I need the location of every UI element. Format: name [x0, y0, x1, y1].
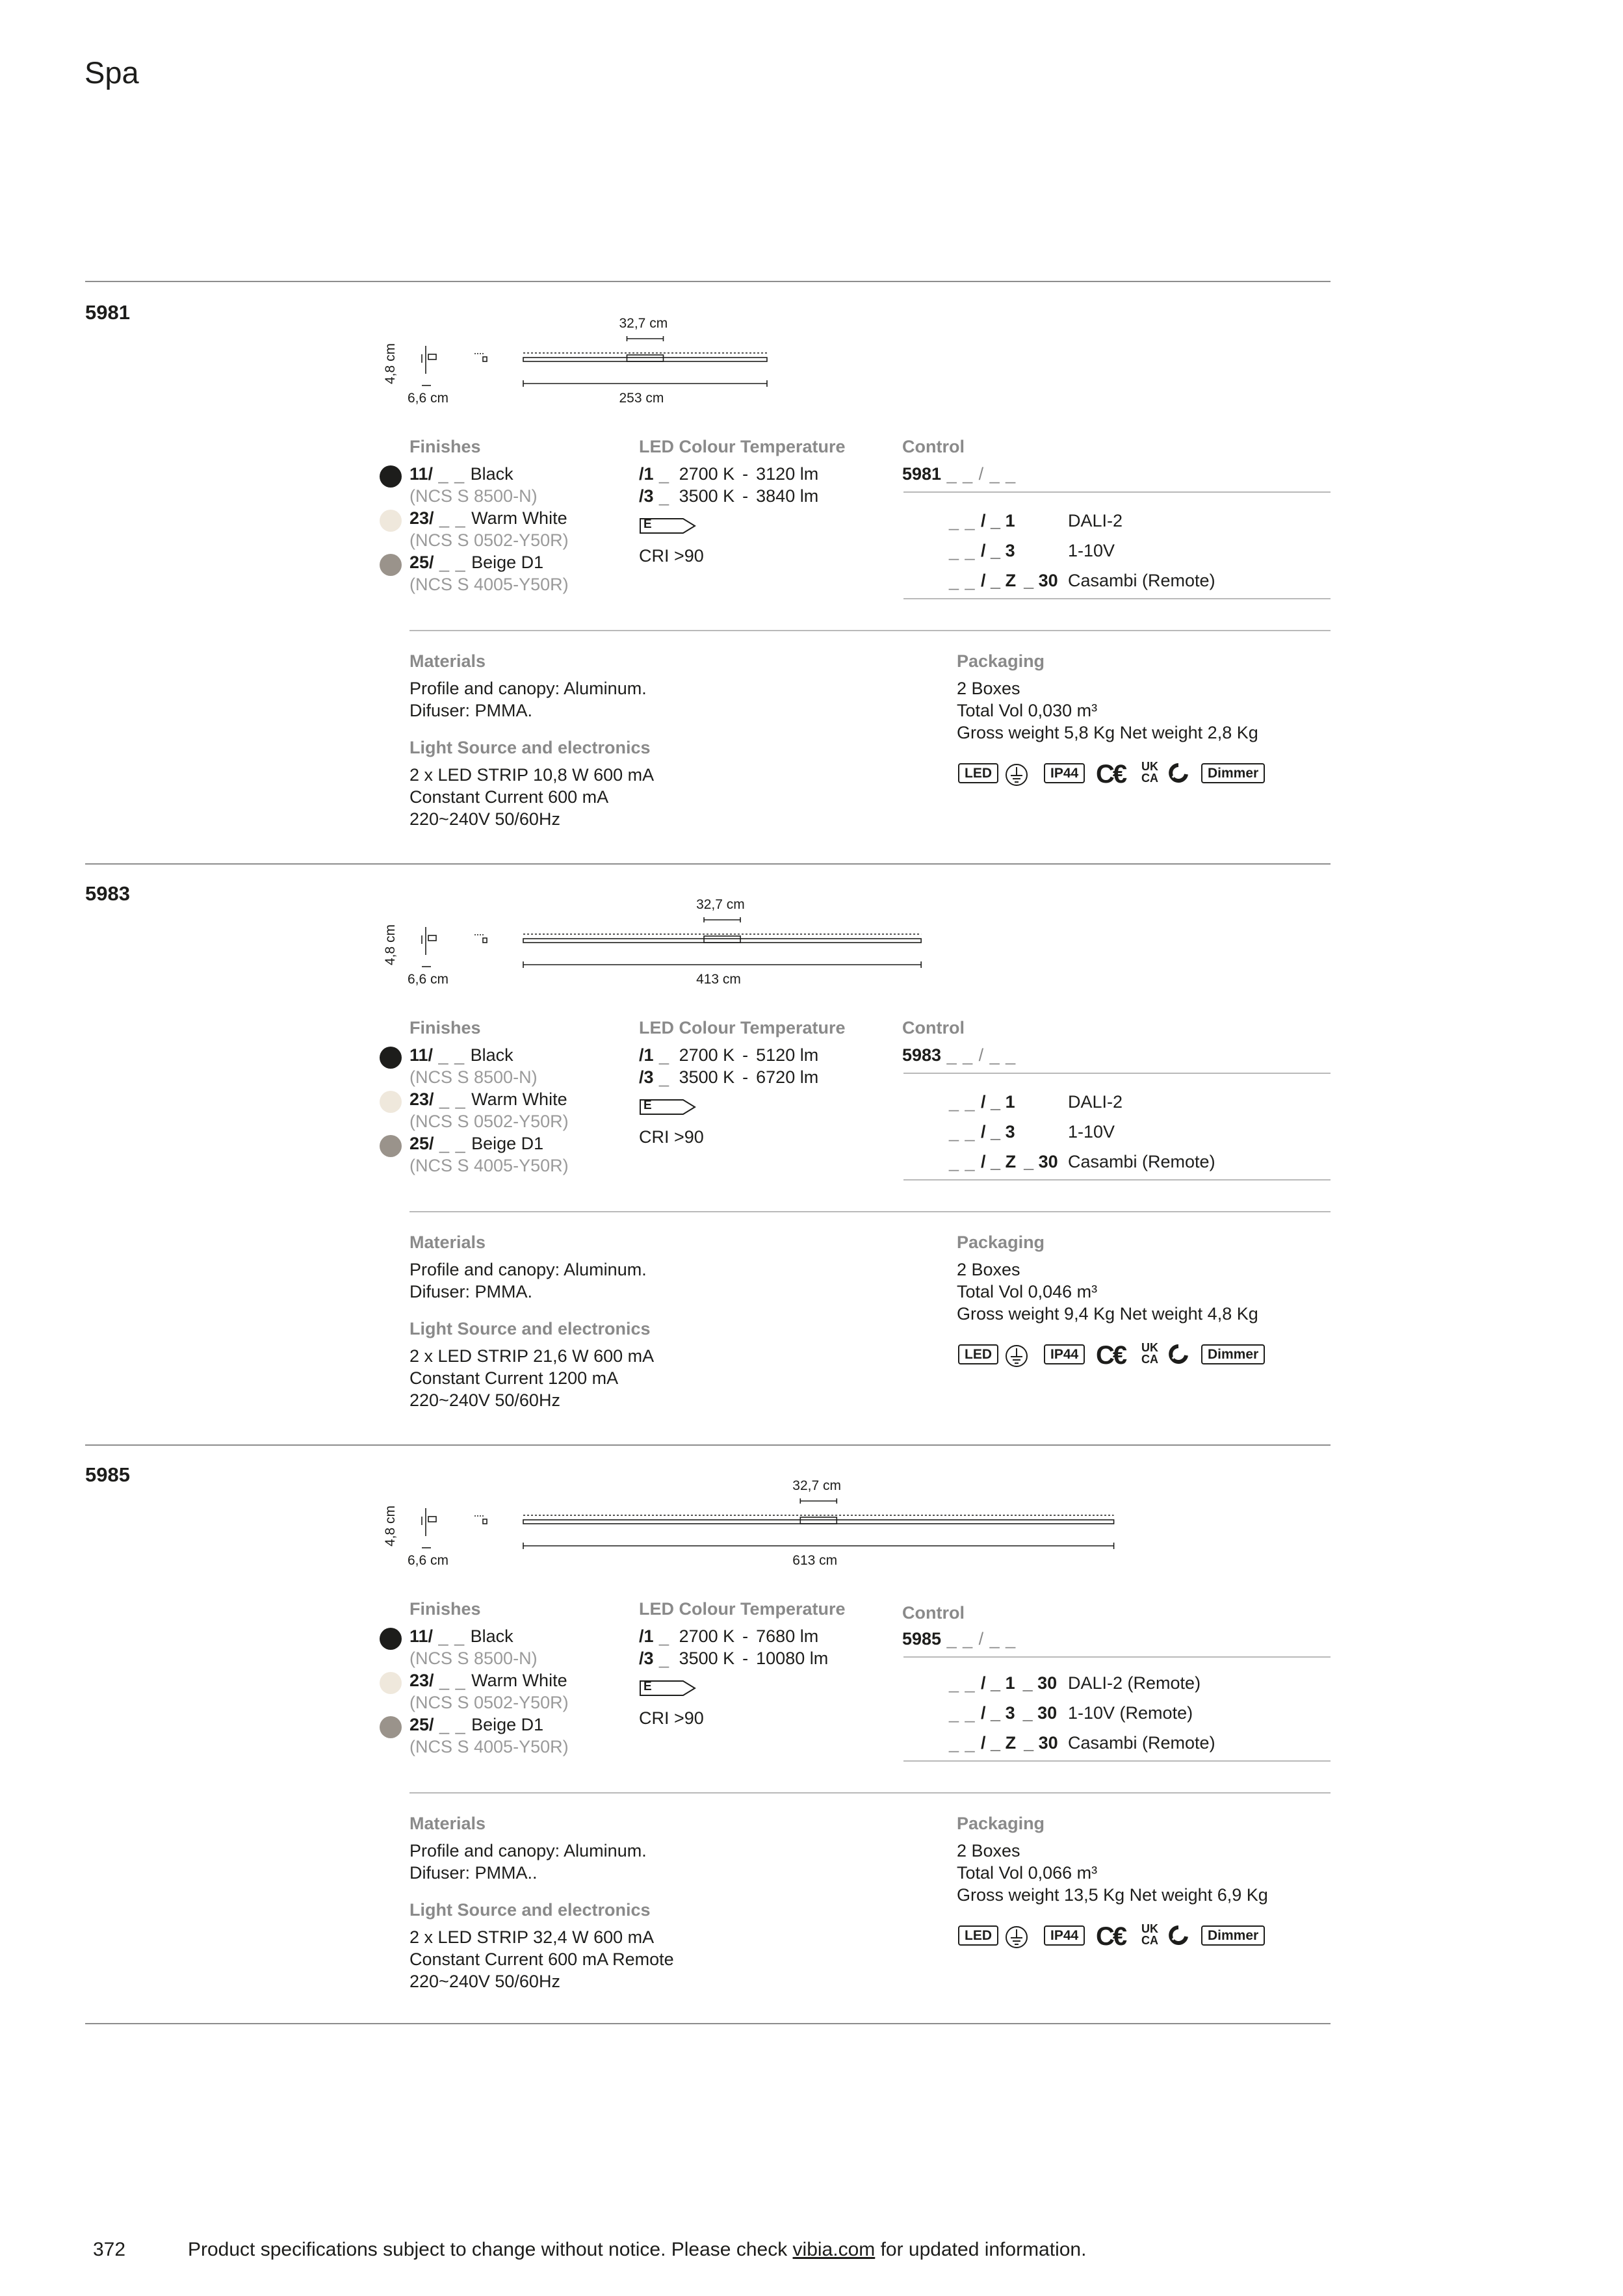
recycle-mark-icon-5985 [1169, 1925, 1188, 1946]
control-protocol-5985: 1-10V (Remote) [1068, 1703, 1193, 1723]
packaging-line-5981: 2 Boxes [957, 679, 1020, 698]
materials-line-5981: Difuser: PMMA. [409, 701, 533, 720]
width-dimension-label-5985: 6,6 cm [408, 1553, 449, 1568]
dimension-drawing-5983 [377, 906, 1196, 978]
light-source-line-5983: Constant Current 1200 mA [409, 1368, 619, 1388]
finishes-heading-5983: Finishes [409, 1018, 481, 1037]
colour-temperature-option-5981: /3 _ 3500 K - 3840 lm [639, 486, 819, 506]
finish-option-5981: 25/ _ _ Beige D1 [409, 553, 544, 572]
control-protocol-5985: DALI-2 (Remote) [1068, 1673, 1201, 1693]
finish-swatch-5985 [380, 1716, 402, 1738]
ce-mark-icon-5983: C€ [1096, 1341, 1126, 1370]
finish-ncs-code-5985: (NCS S 8500-N) [409, 1649, 538, 1668]
dimmer-badge-5985: Dimmer [1201, 1925, 1265, 1946]
dimension-drawing-5985 [377, 1487, 1196, 1559]
materials-line-5983: Difuser: PMMA. [409, 1282, 533, 1301]
packaging-line-5981: Total Vol 0,030 m³ [957, 701, 1098, 720]
finish-option-5983: 23/ _ _ Warm White [409, 1089, 567, 1109]
colour-temperature-option-5983: /3 _ 3500 K - 6720 lm [639, 1067, 819, 1087]
packaging-line-5985: 2 Boxes [957, 1841, 1020, 1860]
product-code-5983: 5983 [85, 882, 130, 905]
length-dimension-label-5985: 613 cm [792, 1553, 838, 1568]
length-dimension-label-5981: 253 cm [619, 391, 664, 406]
height-dimension-label-5983: 4,8 cm [383, 924, 398, 965]
control-option-5983: _ _ / _ Z _ 30 [949, 1152, 1058, 1171]
led-badge-5981: LED [958, 763, 998, 783]
finish-ncs-code-5983: (NCS S 8500-N) [409, 1067, 538, 1087]
led-badge-5985: LED [958, 1925, 998, 1946]
width-dimension-label-5983: 6,6 cm [408, 972, 449, 987]
finish-option-5983: 25/ _ _ Beige D1 [409, 1134, 544, 1153]
finish-ncs-code-5981: (NCS S 0502-Y50R) [409, 530, 569, 550]
finish-option-5983: 11/ _ _ Black [409, 1045, 513, 1065]
ukca-mark-icon-5985: UK CA [1141, 1922, 1158, 1947]
cri-value-5981: CRI >90 [639, 546, 704, 566]
finish-swatch-5981 [380, 465, 402, 488]
energy-label-icon-5985: E [639, 1680, 695, 1697]
packaging-heading-5983: Packaging [957, 1233, 1045, 1252]
footer-notice: Product specifications subject to change without notice. Please check vibia.com for updated information. [188, 2239, 1087, 2260]
materials-line-5981: Profile and canopy: Aluminum. [409, 679, 647, 698]
finish-ncs-code-5985: (NCS S 4005-Y50R) [409, 1737, 569, 1756]
canopy-dimension-label-5985: 32,7 cm [792, 1478, 841, 1493]
packaging-line-5983: Gross weight 9,4 Kg Net weight 4,8 Kg [957, 1304, 1258, 1324]
materials-heading-5981: Materials [409, 651, 486, 671]
finish-swatch-5983 [380, 1091, 402, 1113]
finish-ncs-code-5983: (NCS S 0502-Y50R) [409, 1112, 569, 1131]
finish-swatch-5985 [380, 1628, 402, 1650]
light-source-line-5981: 2 x LED STRIP 10,8 W 600 mA [409, 765, 655, 785]
certification-badges-5985 [958, 1922, 1270, 1951]
page-number: 372 [93, 2239, 126, 2260]
control-option-5985: _ _ / _ Z _ 30 [949, 1733, 1058, 1753]
cri-value-5983: CRI >90 [639, 1127, 704, 1147]
light-source-line-5985: Constant Current 600 mA Remote [409, 1950, 674, 1969]
section-divider [85, 2023, 1331, 2024]
control-option-5981: _ _ / _ 1 [949, 511, 1015, 530]
packaging-heading-5981: Packaging [957, 651, 1045, 671]
finish-ncs-code-5981: (NCS S 4005-Y50R) [409, 575, 569, 594]
control-heading-5983: Control [902, 1018, 965, 1037]
light-source-line-5983: 2 x LED STRIP 21,6 W 600 mA [409, 1346, 655, 1366]
packaging-line-5985: Total Vol 0,066 m³ [957, 1863, 1098, 1883]
energy-label-icon-5983: E [639, 1099, 695, 1115]
colour-temperature-option-5981: /1 _ 2700 K - 3120 lm [639, 464, 819, 484]
finishes-heading-5985: Finishes [409, 1599, 481, 1619]
control-divider-5981 [903, 491, 1331, 493]
ce-mark-icon-5981: C€ [1096, 760, 1126, 789]
control-reference-5983: 5983 _ _ / _ _ [902, 1045, 1017, 1065]
ukca-mark-icon-5983: UK CA [1141, 1341, 1158, 1366]
energy-label-icon-5981: E [639, 517, 695, 534]
control-protocol-5981: DALI-2 [1068, 511, 1123, 530]
finish-option-5981: 11/ _ _ Black [409, 464, 513, 484]
control-option-5983: _ _ / _ 1 [949, 1092, 1015, 1112]
width-dimension-label-5981: 6,6 cm [408, 391, 449, 406]
ce-mark-icon-5985: C€ [1096, 1922, 1126, 1951]
light-source-line-5981: Constant Current 600 mA [409, 787, 609, 807]
light-source-line-5985: 2 x LED STRIP 32,4 W 600 mA [409, 1927, 655, 1947]
finish-option-5981: 23/ _ _ Warm White [409, 508, 567, 528]
led-badge-5983: LED [958, 1344, 998, 1364]
light-source-heading-5983: Light Source and electronics [409, 1319, 651, 1338]
packaging-line-5983: 2 Boxes [957, 1260, 1020, 1279]
light-source-line-5981: 220~240V 50/60Hz [409, 809, 560, 829]
product-block-5981 [0, 0, 1623, 829]
finish-ncs-code-5985: (NCS S 0502-Y50R) [409, 1693, 569, 1712]
finishes-heading-5981: Finishes [409, 437, 481, 456]
packaging-heading-5985: Packaging [957, 1814, 1045, 1833]
ip44-badge-5985: IP44 [1044, 1925, 1085, 1946]
colour-temperature-option-5985: /1 _ 2700 K - 7680 lm [639, 1626, 819, 1646]
finish-option-5985: 23/ _ _ Warm White [409, 1671, 567, 1690]
vibia-link[interactable]: vibia.com [792, 2239, 876, 2260]
finish-option-5985: 25/ _ _ Beige D1 [409, 1715, 544, 1734]
packaging-line-5983: Total Vol 0,046 m³ [957, 1282, 1098, 1301]
led-colour-temperature-heading-5981: LED Colour Temperature [639, 437, 846, 456]
control-protocol-5981: Casambi (Remote) [1068, 571, 1215, 590]
led-colour-temperature-heading-5985: LED Colour Temperature [639, 1599, 846, 1619]
materials-line-5985: Profile and canopy: Aluminum. [409, 1841, 647, 1860]
finish-swatch-5983 [380, 1047, 402, 1069]
control-divider-5983 [903, 1073, 1331, 1074]
control-protocol-5983: DALI-2 [1068, 1092, 1123, 1112]
colour-temperature-option-5983: /1 _ 2700 K - 5120 lm [639, 1045, 819, 1065]
height-dimension-label-5981: 4,8 cm [383, 343, 398, 384]
product-block-5983 [0, 581, 1623, 1410]
finish-ncs-code-5983: (NCS S 4005-Y50R) [409, 1156, 569, 1175]
light-source-heading-5985: Light Source and electronics [409, 1900, 651, 1920]
control-heading-5981: Control [902, 437, 965, 456]
packaging-line-5981: Gross weight 5,8 Kg Net weight 2,8 Kg [957, 723, 1258, 742]
light-source-heading-5981: Light Source and electronics [409, 738, 651, 757]
control-option-5983: _ _ / _ 3 [949, 1122, 1015, 1141]
control-protocol-5981: 1-10V [1068, 541, 1115, 560]
dimmer-badge-5981: Dimmer [1201, 763, 1265, 783]
finish-option-5985: 11/ _ _ Black [409, 1626, 513, 1646]
product-block-5985 [0, 1162, 1623, 1991]
control-divider-5985 [903, 1760, 1331, 1762]
control-heading-5985: Control [902, 1603, 965, 1623]
materials-line-5985: Difuser: PMMA.. [409, 1863, 538, 1883]
ip44-badge-5983: IP44 [1044, 1344, 1085, 1364]
cri-value-5985: CRI >90 [639, 1708, 704, 1728]
control-protocol-5985: Casambi (Remote) [1068, 1733, 1215, 1753]
control-option-5985: _ _ / _ 3 _ 30 [949, 1703, 1058, 1723]
details-divider-5985 [409, 1792, 1331, 1794]
control-protocol-5983: Casambi (Remote) [1068, 1152, 1215, 1171]
finish-swatch-5981 [380, 554, 402, 576]
page-title: Spa [84, 55, 139, 90]
product-code-5985: 5985 [85, 1463, 130, 1486]
height-dimension-label-5985: 4,8 cm [383, 1505, 398, 1546]
packaging-line-5985: Gross weight 13,5 Kg Net weight 6,9 Kg [957, 1885, 1268, 1905]
materials-heading-5985: Materials [409, 1814, 486, 1833]
materials-line-5983: Profile and canopy: Aluminum. [409, 1260, 647, 1279]
control-divider-5985 [903, 1656, 1331, 1658]
control-option-5981: _ _ / _ 3 [949, 541, 1015, 560]
colour-temperature-option-5985: /3 _ 3500 K - 10080 lm [639, 1649, 829, 1668]
finish-swatch-5981 [380, 510, 402, 532]
ukca-mark-icon-5981: UK CA [1141, 760, 1158, 785]
canopy-dimension-label-5983: 32,7 cm [696, 897, 745, 912]
control-protocol-5983: 1-10V [1068, 1122, 1115, 1141]
finish-ncs-code-5981: (NCS S 8500-N) [409, 486, 538, 506]
light-source-line-5985: 220~240V 50/60Hz [409, 1972, 560, 1991]
canopy-dimension-label-5981: 32,7 cm [619, 316, 668, 331]
ground-symbol-icon-5985 [1005, 1925, 1027, 1948]
light-source-line-5983: 220~240V 50/60Hz [409, 1390, 560, 1410]
materials-heading-5983: Materials [409, 1233, 486, 1252]
length-dimension-label-5983: 413 cm [696, 972, 741, 987]
led-colour-temperature-heading-5983: LED Colour Temperature [639, 1018, 846, 1037]
control-reference-5981: 5981 _ _ / _ _ [902, 464, 1017, 484]
control-option-5985: _ _ / _ 1 _ 30 [949, 1673, 1058, 1693]
dimension-drawing-5981 [377, 325, 1196, 397]
product-code-5981: 5981 [85, 301, 130, 324]
ip44-badge-5981: IP44 [1044, 763, 1085, 783]
control-option-5981: _ _ / _ Z _ 30 [949, 571, 1058, 590]
dimmer-badge-5983: Dimmer [1201, 1344, 1265, 1364]
control-reference-5985: 5985 _ _ / _ _ [902, 1629, 1017, 1649]
finish-swatch-5983 [380, 1135, 402, 1157]
finish-swatch-5985 [380, 1672, 402, 1694]
